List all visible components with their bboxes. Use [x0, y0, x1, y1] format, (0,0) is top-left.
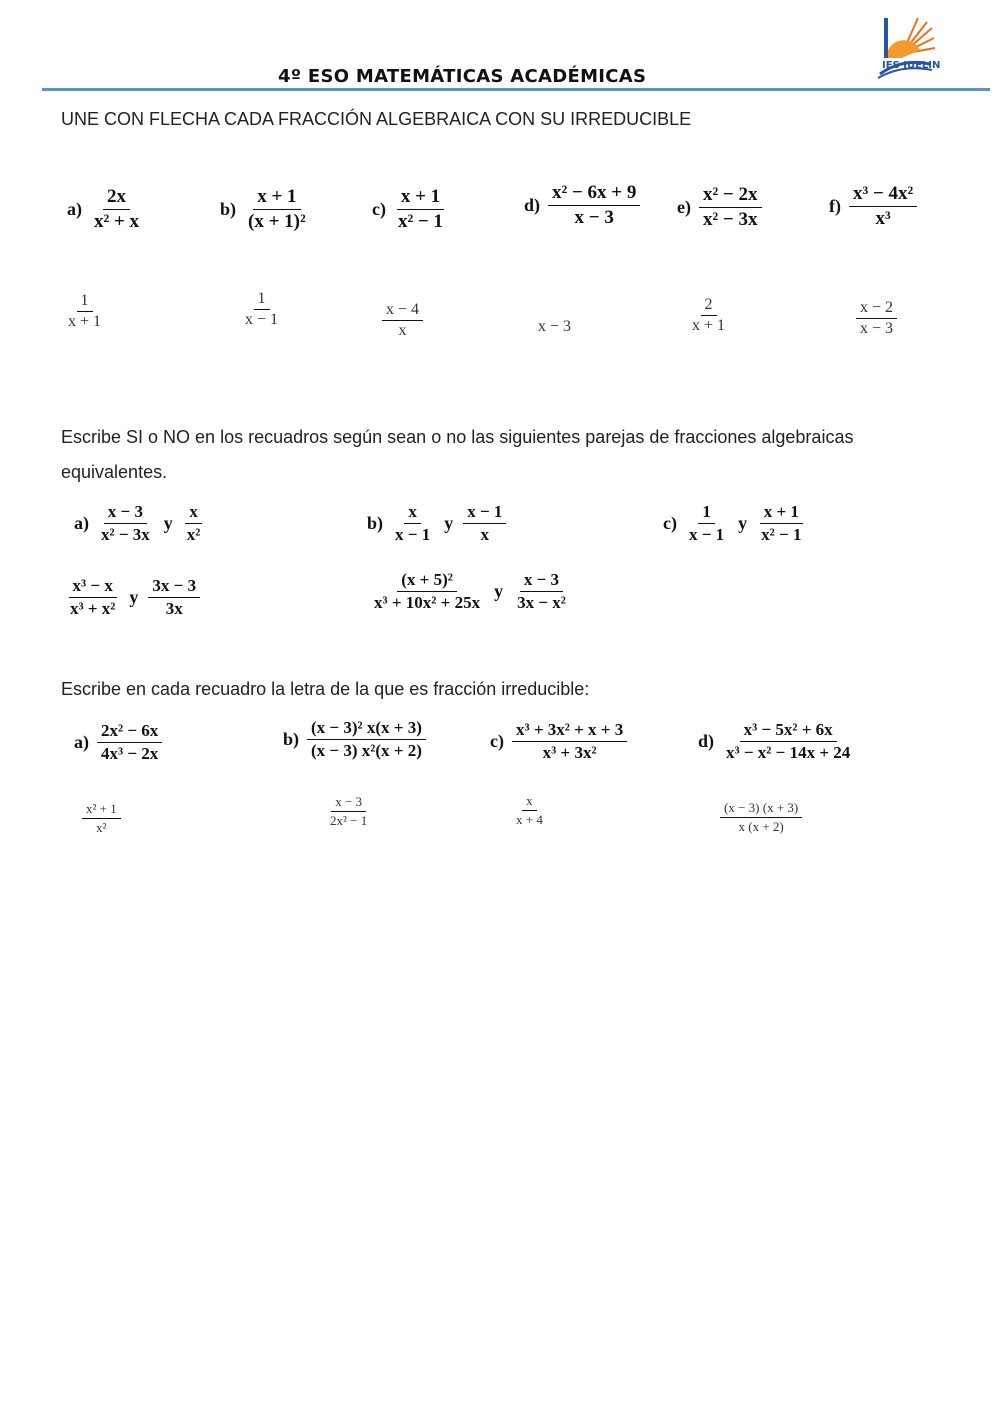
pair-label: b)	[367, 513, 384, 533]
fraction-label: d)	[698, 731, 715, 751]
denominator: (x − 3) x²(x + 2)	[311, 741, 422, 760]
denominator: x	[398, 322, 407, 339]
s2-pair-a	[74, 502, 208, 545]
numerator: x	[404, 502, 421, 524]
numerator: (x − 3)² x(x + 3)	[307, 718, 426, 740]
numerator: x − 4	[382, 301, 423, 321]
denominator: 4x³ − 2x	[101, 744, 159, 763]
fraction-label: c)	[490, 731, 504, 751]
denominator: x² − 1	[761, 525, 802, 544]
s2-pair-b	[367, 502, 510, 545]
numerator: 2x² − 6x	[97, 721, 162, 743]
numerator: x − 2	[856, 299, 897, 319]
numerator: (x + 5)²	[397, 570, 457, 592]
section1-instruction: UNE CON FLECHA CADA FRACCIÓN ALGEBRAICA CON SU IRREDUCIBLE	[61, 109, 692, 129]
numerator: x² + 1	[82, 801, 121, 819]
denominator: x − 1	[395, 525, 431, 544]
s3-answer-1	[78, 801, 125, 836]
numerator: x + 1	[253, 186, 300, 210]
s2-pair-d	[62, 576, 204, 619]
numerator: x³ − x	[69, 576, 117, 598]
numerator: x − 1	[463, 502, 506, 524]
denominator: x³ − x² − 14x + 24	[726, 743, 851, 762]
s2-pair-c	[663, 502, 809, 545]
numerator: x² − 6x + 9	[548, 182, 640, 206]
denominator: x² − 3x	[101, 525, 150, 544]
s1-answer-4	[538, 318, 571, 336]
connector-y: y	[494, 581, 504, 601]
denominator: x³	[875, 208, 891, 229]
numerator: 1	[254, 290, 270, 310]
s1-fraction-b	[220, 186, 314, 233]
s3-answer-4	[716, 800, 806, 835]
s1-answer-3	[378, 301, 427, 340]
denominator: x (x + 2)	[738, 819, 784, 834]
school-logo	[872, 14, 941, 82]
denominator: x²	[96, 820, 107, 835]
numerator: x − 3	[520, 570, 563, 592]
denominator: x + 1	[68, 313, 102, 330]
logo-text: IES JUELIN	[882, 60, 941, 71]
fraction-label: a)	[74, 732, 89, 752]
denominator: x² + x	[94, 211, 140, 232]
numerator: x² − 2x	[699, 184, 762, 208]
fraction-label: d)	[524, 195, 541, 215]
denominator: x² − 3x	[702, 209, 758, 230]
s1-fraction-d	[524, 182, 644, 229]
s3-fraction-c	[490, 720, 631, 763]
s2-pair-e	[366, 570, 574, 613]
connector-y: y	[129, 587, 139, 607]
s3-fraction-b	[283, 718, 430, 761]
header-rule	[42, 88, 990, 91]
numerator: x + 1	[760, 502, 803, 524]
numerator: x + 1	[397, 186, 444, 210]
numerator: x − 3	[331, 794, 366, 812]
expression: x − 3	[538, 318, 572, 335]
s1-fraction-f	[829, 183, 921, 230]
s3-answer-2	[322, 794, 375, 829]
denominator: x² − 1	[397, 211, 444, 232]
connector-y: y	[163, 513, 173, 533]
fraction-label: c)	[372, 199, 386, 219]
s3-fraction-d	[698, 720, 858, 763]
s3-answer-3	[508, 793, 551, 828]
fraction-label: e)	[677, 197, 691, 217]
denominator: x + 1	[692, 317, 726, 334]
denominator: x	[480, 525, 490, 544]
connector-y: y	[444, 513, 454, 533]
numerator: x³ − 4x²	[849, 183, 917, 207]
page-title: 4º ESO MATEMÁTICAS ACADÉMICAS	[278, 66, 647, 87]
section2-instruction: Escribe SI o NO en los recuadros según sean o no las siguientes parejas de fracciones algebraicas equivalentes.	[61, 427, 854, 482]
numerator: (x − 3) (x + 3)	[720, 800, 802, 818]
denominator: (x + 1)²	[248, 211, 306, 232]
numerator: x	[522, 793, 537, 811]
fraction-label: b)	[283, 729, 300, 749]
denominator: 2x² − 1	[330, 813, 368, 828]
connector-y: y	[738, 513, 748, 533]
fraction-label: b)	[220, 199, 237, 219]
denominator: 3x − x²	[517, 593, 566, 612]
denominator: 3x	[165, 599, 183, 618]
s1-fraction-e	[677, 184, 766, 231]
numerator: x³ + 3x² + x + 3	[512, 720, 627, 742]
denominator: x³ + 10x² + 25x	[374, 593, 481, 612]
numerator: 3x − 3	[148, 576, 200, 598]
numerator: x − 3	[104, 502, 147, 524]
s3-fraction-a	[74, 721, 166, 764]
denominator: x²	[186, 525, 201, 544]
s1-answer-2	[237, 290, 286, 329]
fraction-label: a)	[67, 199, 82, 219]
denominator: x³ + 3x²	[542, 743, 597, 762]
denominator: x − 1	[688, 525, 725, 544]
pair-label: c)	[663, 513, 677, 533]
numerator: x³ − 5x² + 6x	[740, 720, 837, 742]
sun-logo-icon	[872, 14, 936, 82]
s1-answer-6	[852, 299, 901, 338]
numerator: 1	[77, 292, 93, 312]
denominator: x + 4	[516, 812, 543, 827]
denominator: x − 1	[245, 311, 279, 328]
section3-instruction: Escribe en cada recuadro la letra de la que es fracción irreducible:	[61, 679, 590, 699]
s1-fraction-a	[67, 186, 147, 233]
numerator: 1	[698, 502, 715, 524]
numerator: 2x	[103, 186, 130, 210]
s1-fraction-c	[372, 186, 451, 233]
denominator: x − 3	[574, 207, 614, 228]
s1-answer-5	[684, 296, 733, 335]
fraction-label: f)	[829, 196, 841, 216]
pair-label: a)	[74, 513, 89, 533]
numerator: 2	[701, 296, 717, 316]
numerator: x	[185, 502, 202, 524]
s1-answer-1	[60, 292, 109, 331]
denominator: x³ + x²	[70, 599, 116, 618]
denominator: x − 3	[860, 320, 894, 337]
